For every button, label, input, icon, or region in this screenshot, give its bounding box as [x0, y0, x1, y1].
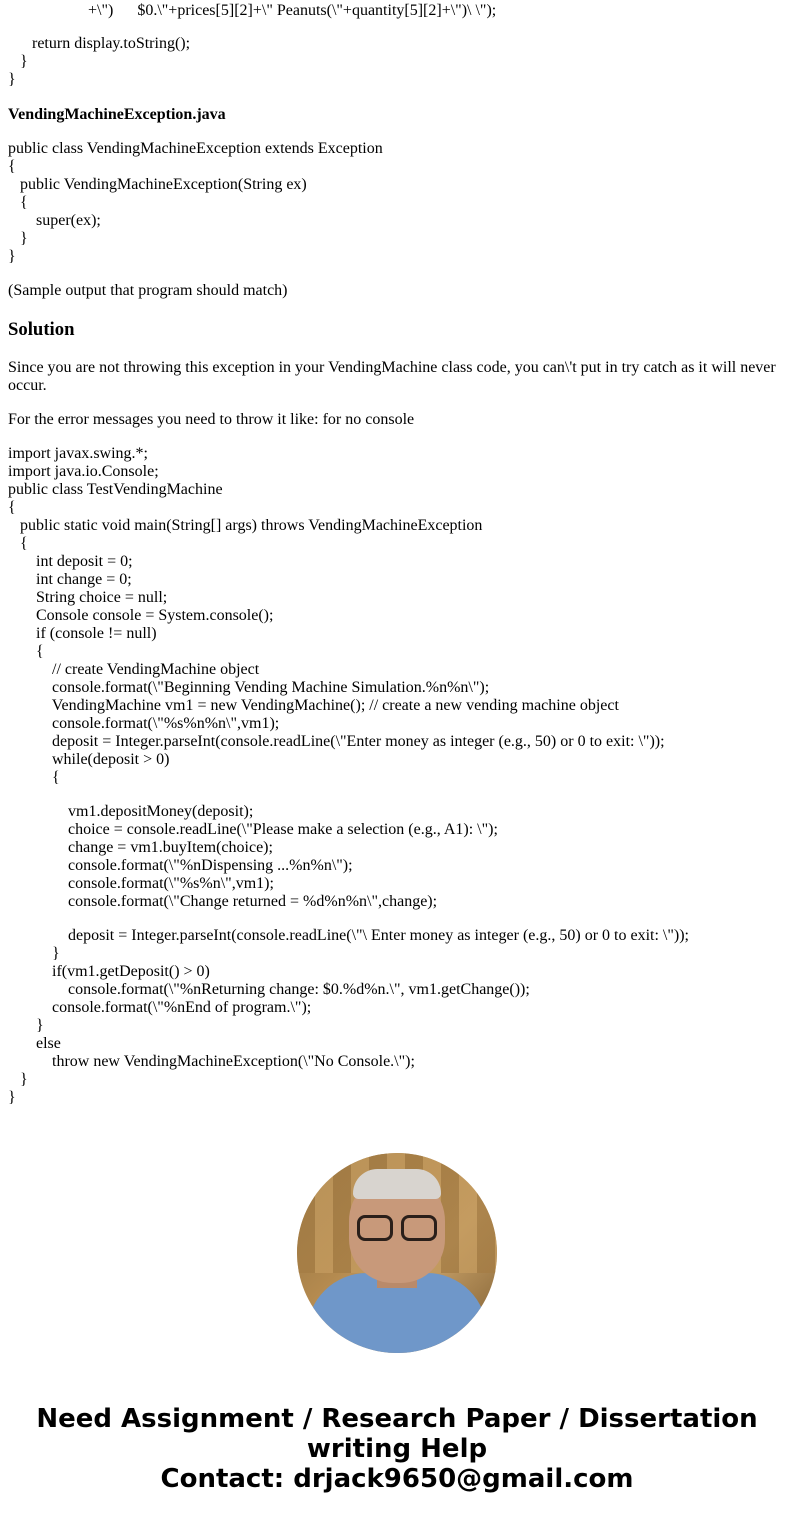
code-line: { — [8, 643, 44, 660]
code-line: } — [8, 53, 28, 70]
avatar-glasses — [357, 1215, 437, 1237]
code-line: vm1.depositMoney(deposit); — [8, 803, 254, 820]
code-line: Console console = System.console(); — [8, 607, 274, 624]
code-line: } — [8, 248, 16, 265]
code-line: } — [8, 71, 16, 88]
exception-file-heading: VendingMachineException.java — [8, 106, 226, 123]
code-line: } — [8, 230, 28, 247]
author-avatar — [297, 1153, 497, 1353]
solution-paragraph: For the error messages you need to throw it like: for no console — [8, 411, 415, 428]
code-line: console.format(\"%nDispensing ...%n%n\"); — [8, 857, 353, 874]
code-line: // create VendingMachine object — [8, 661, 260, 678]
code-line: else — [8, 1035, 61, 1052]
footer-contact-email: Contact: drjack9650@gmail.com — [160, 1464, 634, 1494]
code-line: deposit = Integer.parseInt(console.readLine(\"Enter money as integer (e.g., 50) or 0 to exit: \")); — [8, 733, 665, 750]
code-line: { — [8, 769, 60, 786]
code-line: } — [8, 945, 60, 962]
avatar-hair — [353, 1169, 441, 1199]
code-line: public static void main(String[] args) throws VendingMachineException — [8, 517, 483, 534]
code-line: public class VendingMachineException extends Exception — [8, 140, 383, 157]
code-line: +\") $0.\"+prices[5][2]+\" Peanuts(\"+quantity[5][2]+\")\ \"); — [8, 2, 497, 19]
code-line: choice = console.readLine(\"Please make a selection (e.g., A1): \"); — [8, 821, 498, 838]
code-line: public class TestVendingMachine — [8, 481, 223, 498]
code-line: { — [8, 535, 28, 552]
code-line: while(deposit > 0) — [8, 751, 170, 768]
code-line: throw new VendingMachineException(\"No Console.\"); — [8, 1053, 415, 1070]
code-line: VendingMachine vm1 = new VendingMachine(); // create a new vending machine object — [8, 697, 619, 714]
code-line: public VendingMachineException(String ex) — [8, 176, 307, 193]
code-line: console.format(\"%nEnd of program.\"); — [8, 999, 312, 1016]
code-line: import javax.swing.*; — [8, 445, 148, 462]
code-line: } — [8, 1071, 28, 1088]
code-line: String choice = null; — [8, 589, 168, 606]
code-line: console.format(\"Beginning Vending Machine Simulation.%n%n\"); — [8, 679, 490, 696]
code-line: { — [8, 158, 16, 175]
code-line: int deposit = 0; — [8, 553, 133, 570]
code-line: console.format(\"%s%n%n\",vm1); — [8, 715, 280, 732]
code-line: return display.toString(); — [8, 35, 191, 52]
code-line: if(vm1.getDeposit() > 0) — [8, 963, 210, 980]
sample-output-note: (Sample output that program should match) — [8, 282, 288, 299]
code-line: if (console != null) — [8, 625, 157, 642]
code-line: { — [8, 499, 16, 516]
code-line: import java.io.Console; — [8, 463, 159, 480]
code-line: super(ex); — [8, 212, 101, 229]
code-line: } — [8, 1089, 16, 1106]
code-line: deposit = Integer.parseInt(console.readLine(\"\ Enter money as integer (e.g., 50) or 0 to exit: \")); — [8, 927, 689, 944]
code-line: } — [8, 1017, 44, 1034]
code-line: console.format(\"%s%n\",vm1); — [8, 875, 274, 892]
contact-footer — [0, 1404, 794, 1494]
footer-line: Need Assignment / Research Paper / Dissertation — [36, 1404, 758, 1434]
footer-line: writing Help — [306, 1434, 488, 1464]
code-line: console.format(\"%nReturning change: $0.%d%n.\", vm1.getChange()); — [8, 981, 530, 998]
code-line: console.format(\"Change returned = %d%n%n\",change); — [8, 893, 438, 910]
code-line: change = vm1.buyItem(choice); — [8, 839, 273, 856]
solution-paragraph: Since you are not throwing this exception in your VendingMachine class code, you can\'t put in try catch as it will never occur. — [8, 359, 776, 394]
code-line: { — [8, 194, 28, 211]
solution-heading: Solution — [8, 319, 75, 340]
code-line: int change = 0; — [8, 571, 132, 588]
